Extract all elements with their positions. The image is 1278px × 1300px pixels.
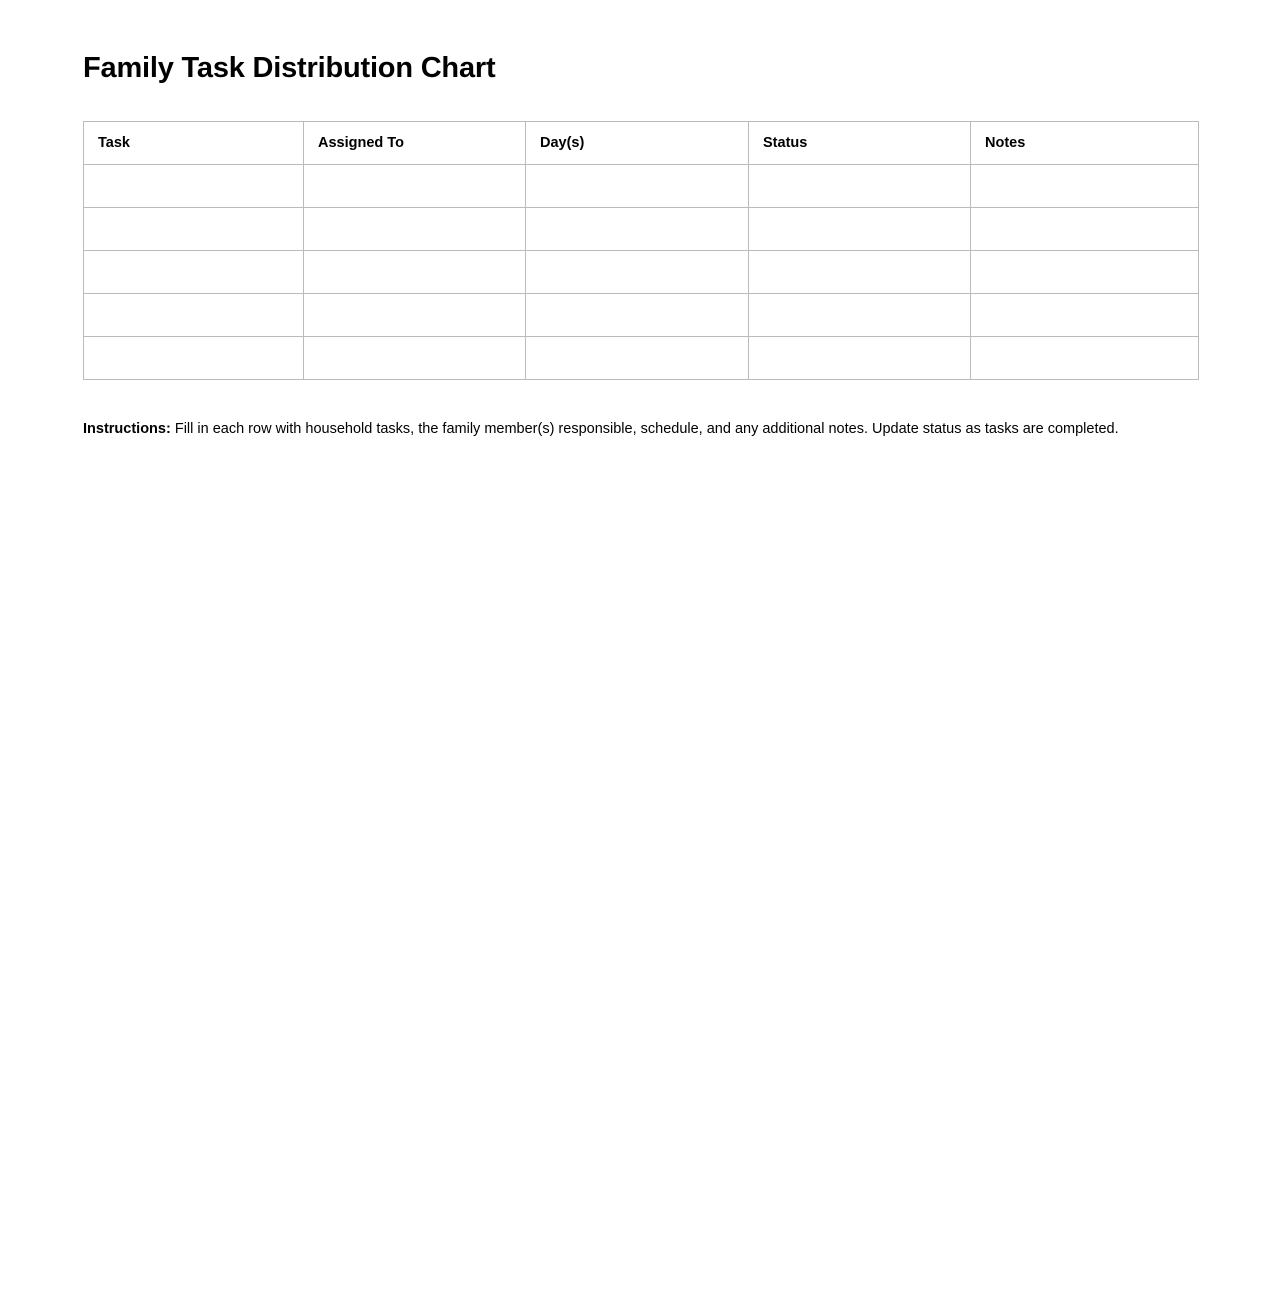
cell-notes[interactable] [971, 337, 1199, 380]
table-row [84, 337, 1199, 380]
column-header-task: Task [84, 122, 304, 165]
cell-days[interactable] [526, 208, 749, 251]
cell-task[interactable] [84, 208, 304, 251]
table-body [84, 165, 1199, 380]
table-row [84, 294, 1199, 337]
column-header-assigned-to: Assigned To [304, 122, 526, 165]
instructions-paragraph [83, 419, 1213, 439]
instructions-text: Fill in each row with household tasks, the family member(s) responsible, schedule, and any additional notes. Update status as tasks are completed. [174, 420, 1119, 437]
cell-assigned-to[interactable] [304, 165, 526, 208]
table-row [84, 208, 1199, 251]
cell-task[interactable] [84, 294, 304, 337]
cell-days[interactable] [526, 294, 749, 337]
cell-status[interactable] [749, 165, 971, 208]
column-header-status: Status [749, 122, 971, 165]
table-row [84, 165, 1199, 208]
cell-status[interactable] [749, 294, 971, 337]
cell-assigned-to[interactable] [304, 251, 526, 294]
cell-notes[interactable] [971, 208, 1199, 251]
table-header-row [84, 122, 1199, 165]
cell-status[interactable] [749, 208, 971, 251]
cell-assigned-to[interactable] [304, 294, 526, 337]
cell-notes[interactable] [971, 294, 1199, 337]
instructions-label: Instructions: [83, 420, 171, 437]
task-distribution-table [83, 121, 1199, 380]
task-table-container [83, 121, 1198, 380]
column-header-days: Day(s) [526, 122, 749, 165]
cell-days[interactable] [526, 251, 749, 294]
cell-notes[interactable] [971, 251, 1199, 294]
cell-status[interactable] [749, 337, 971, 380]
column-header-notes: Notes [971, 122, 1199, 165]
cell-assigned-to[interactable] [304, 337, 526, 380]
cell-assigned-to[interactable] [304, 208, 526, 251]
cell-task[interactable] [84, 165, 304, 208]
cell-task[interactable] [84, 337, 304, 380]
cell-days[interactable] [526, 337, 749, 380]
table-header [84, 122, 1199, 165]
cell-task[interactable] [84, 251, 304, 294]
page-title: Family Task Distribution Chart [83, 52, 496, 84]
table-row [84, 251, 1199, 294]
cell-days[interactable] [526, 165, 749, 208]
cell-status[interactable] [749, 251, 971, 294]
cell-notes[interactable] [971, 165, 1199, 208]
